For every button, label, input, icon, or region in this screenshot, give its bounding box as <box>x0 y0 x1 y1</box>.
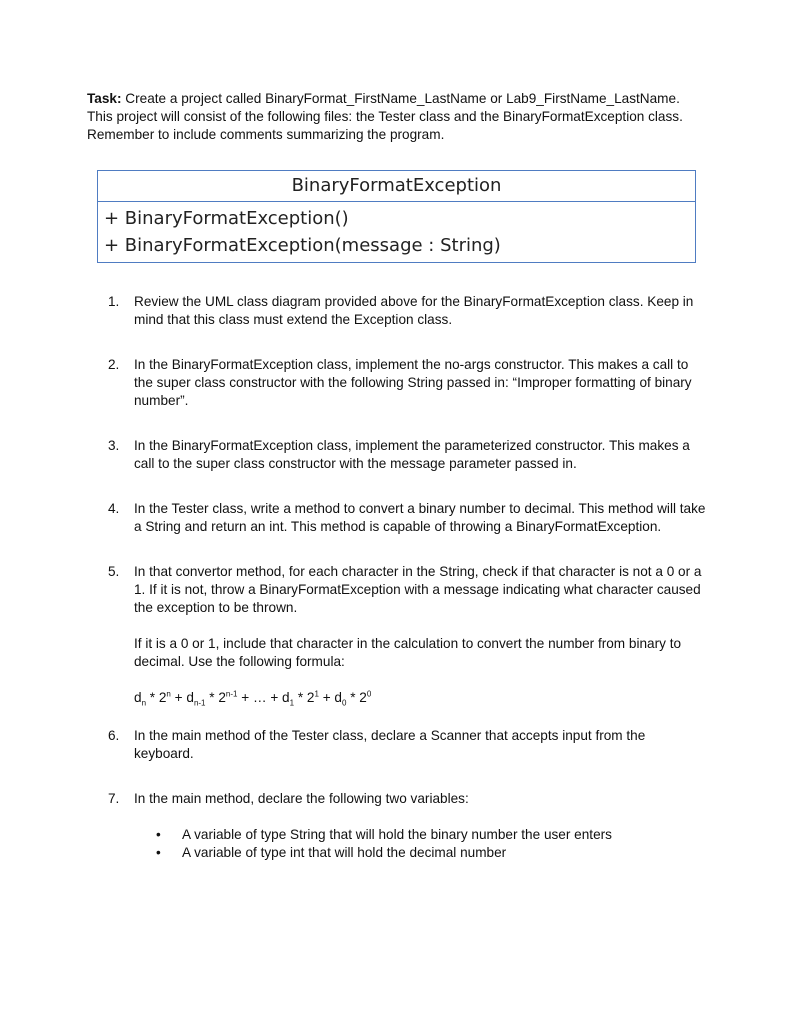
step-text: In the Tester class, write a method to convert a binary number to decimal. This method will take a String and return an int. This method is capable of throwing a BinaryFormatException. <box>134 501 706 534</box>
bullet-text: A variable of type String that will hold the binary number the user enters <box>182 827 612 842</box>
step-item <box>108 293 708 329</box>
step-number: 1. <box>108 294 120 309</box>
task-text: Create a project called BinaryFormat_FirstName_LastName or Lab9_FirstName_LastName. This project will consist of the following files: the Tester class and the BinaryFormatException class. Remember to include comments summarizing the program. <box>87 91 683 142</box>
step-number: 3. <box>108 438 120 453</box>
bullet-icon: • <box>156 827 161 842</box>
step-item <box>108 727 708 763</box>
task-paragraph <box>87 90 707 144</box>
step-text: In the BinaryFormatException class, implement the parameterized constructor. This makes a call to the super class constructor with the message parameter passed in. <box>134 438 690 471</box>
variable-bullets <box>134 826 708 862</box>
step-number: 5. <box>108 564 120 579</box>
step-item <box>108 500 708 536</box>
step-item <box>108 563 708 707</box>
step-extra-text: If it is a 0 or 1, include that character in the calculation to convert the number from binary to decimal. Use the following formula: <box>134 636 682 669</box>
bullet-item <box>134 826 708 844</box>
bullet-item <box>134 844 708 862</box>
uml-class-diagram <box>97 170 696 263</box>
steps-list <box>108 293 708 862</box>
step-item <box>108 437 708 473</box>
step-text: In the main method, declare the following two variables: <box>134 791 469 806</box>
step-text: In that convertor method, for each character in the String, check if that character is not a 0 or a 1. If it is not, throw a BinaryFormatException with a message indicating what character caused the exception to be thrown. <box>134 564 702 615</box>
step-number: 6. <box>108 728 120 743</box>
bullet-icon: • <box>156 845 161 860</box>
uml-class-name: BinaryFormatException <box>98 171 695 202</box>
step-text: Review the UML class diagram provided above for the BinaryFormatException class. Keep in mind that this class must extend the Exception class. <box>134 294 694 327</box>
step-number: 2. <box>108 357 120 372</box>
step-text: In the main method of the Tester class, declare a Scanner that accepts input from the keyboard. <box>134 728 646 761</box>
step-text: In the BinaryFormatException class, implement the no-args constructor. This makes a call to the super class constructor with the following String passed in: “Improper formatting of binary number”. <box>134 357 692 408</box>
task-label: Task: <box>87 91 122 106</box>
step-item <box>108 790 708 862</box>
binary-formula: $d_n * 2^n + d_{n-1} * 2^{n-1}$ + … + $d_1 * 2^1 + d_0 * 2^0$ <box>134 689 372 708</box>
step-number: 7. <box>108 791 120 806</box>
uml-method: + BinaryFormatException() <box>104 208 349 229</box>
bullet-text: A variable of type int that will hold the decimal number <box>182 845 507 860</box>
step-number: 4. <box>108 501 120 516</box>
uml-method: + BinaryFormatException(message : String) <box>104 235 501 256</box>
uml-methods <box>98 202 695 262</box>
step-item <box>108 356 708 410</box>
